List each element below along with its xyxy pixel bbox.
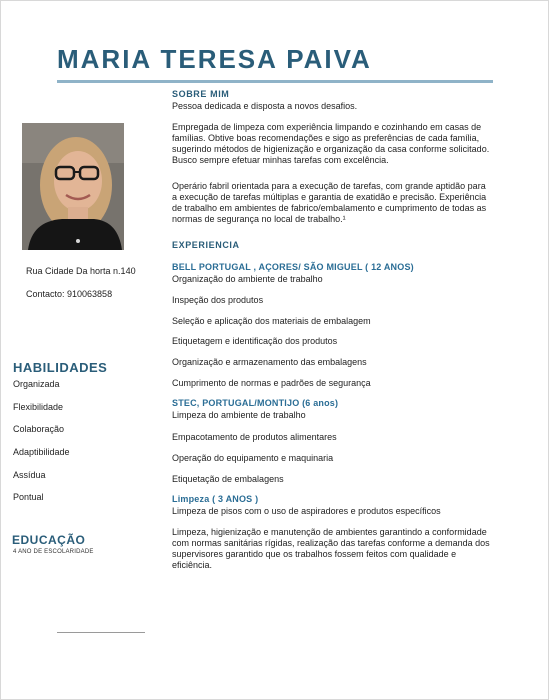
address: Rua Cidade Da horta n.140 xyxy=(26,266,136,276)
job-title: BELL PORTUGAL , AÇORES/ SÃO MIGUEL ( 12 ANOS) xyxy=(172,262,414,272)
skill-item: Assídua xyxy=(13,470,46,480)
about-intro: Pessoa dedicada e disposta a novos desafios. xyxy=(172,101,358,111)
skill-item: Pontual xyxy=(13,492,44,502)
profile-photo xyxy=(22,123,124,250)
skill-item: Adaptibilidade xyxy=(13,447,70,457)
job-title: Limpeza ( 3 ANOS ) xyxy=(172,494,259,504)
job-task: Etiquetação de embalagens xyxy=(172,474,284,484)
job-task: Cumprimento de normas e padrões de segurança xyxy=(172,378,371,388)
job-task: Etiquetagem e identificação dos produtos xyxy=(172,336,338,346)
education-heading: EDUCAÇÃO xyxy=(12,533,86,547)
contact-phone: Contacto: 910063858 xyxy=(26,289,113,299)
job-task: Limpeza do ambiente de trabalho xyxy=(172,410,306,420)
about-paragraph: Operário fabril orientada para a execução de tarefas, com grande aptidão para a execução de tarefas múltiplas e garantia de exatidão e precisão. Experiência de trabalho em ambientes de fabrico/embalamento e cumprimento de todas as normas de segurança no local de trabalho.¹ xyxy=(172,181,487,224)
job-task: Inspeção dos produtos xyxy=(172,295,264,305)
skills-heading: HABILIDADES xyxy=(13,360,108,375)
skill-item: Organizada xyxy=(13,379,60,389)
about-heading: SOBRE MIM xyxy=(172,89,230,99)
job-task: Empacotamento de produtos alimentares xyxy=(172,432,337,442)
experience-heading: EXPERIENCIA xyxy=(172,240,240,250)
job-task: Limpeza, higienização e manutenção de ambientes garantindo a conformidade com normas sanitárias rígidas, realização das tarefas conforme a demanda dos supervisores garantido que os trabalhos fossem feitos com qualidade e eficiência. xyxy=(172,527,490,570)
title-divider xyxy=(57,80,493,83)
job-task: Operação do equipamento e maquinaria xyxy=(172,453,334,463)
education-detail: 4 ANO DE ESCOLARIDADE xyxy=(13,549,94,555)
candidate-name: MARIA TERESA PAIVA xyxy=(57,44,372,74)
job-task: Limpeza de pisos com o uso de aspiradores e produtos específicos xyxy=(172,506,441,516)
about-paragraph: Empregada de limpeza com experiência limpando e cozinhando em casas de famílias. Obtive boas recomendações e sigo as preferências de cada família, sugerindo métodos de higienização e organização da casa conforme solicitado. Busco sempre efetuar minhas tarefas com excelência. xyxy=(172,122,490,165)
skill-item: Colaboração xyxy=(13,424,65,434)
footer-divider xyxy=(57,632,145,633)
job-title: STEC, PORTUGAL/MONTIJO (6 anos) xyxy=(172,398,339,408)
job-task: Organização e armazenamento das embalagens xyxy=(172,357,367,367)
skill-item: Flexibilidade xyxy=(13,402,64,412)
job-task: Seleção e aplicação dos materiais de embalagem xyxy=(172,316,371,326)
job-task: Organização do ambiente de trabalho xyxy=(172,274,323,284)
